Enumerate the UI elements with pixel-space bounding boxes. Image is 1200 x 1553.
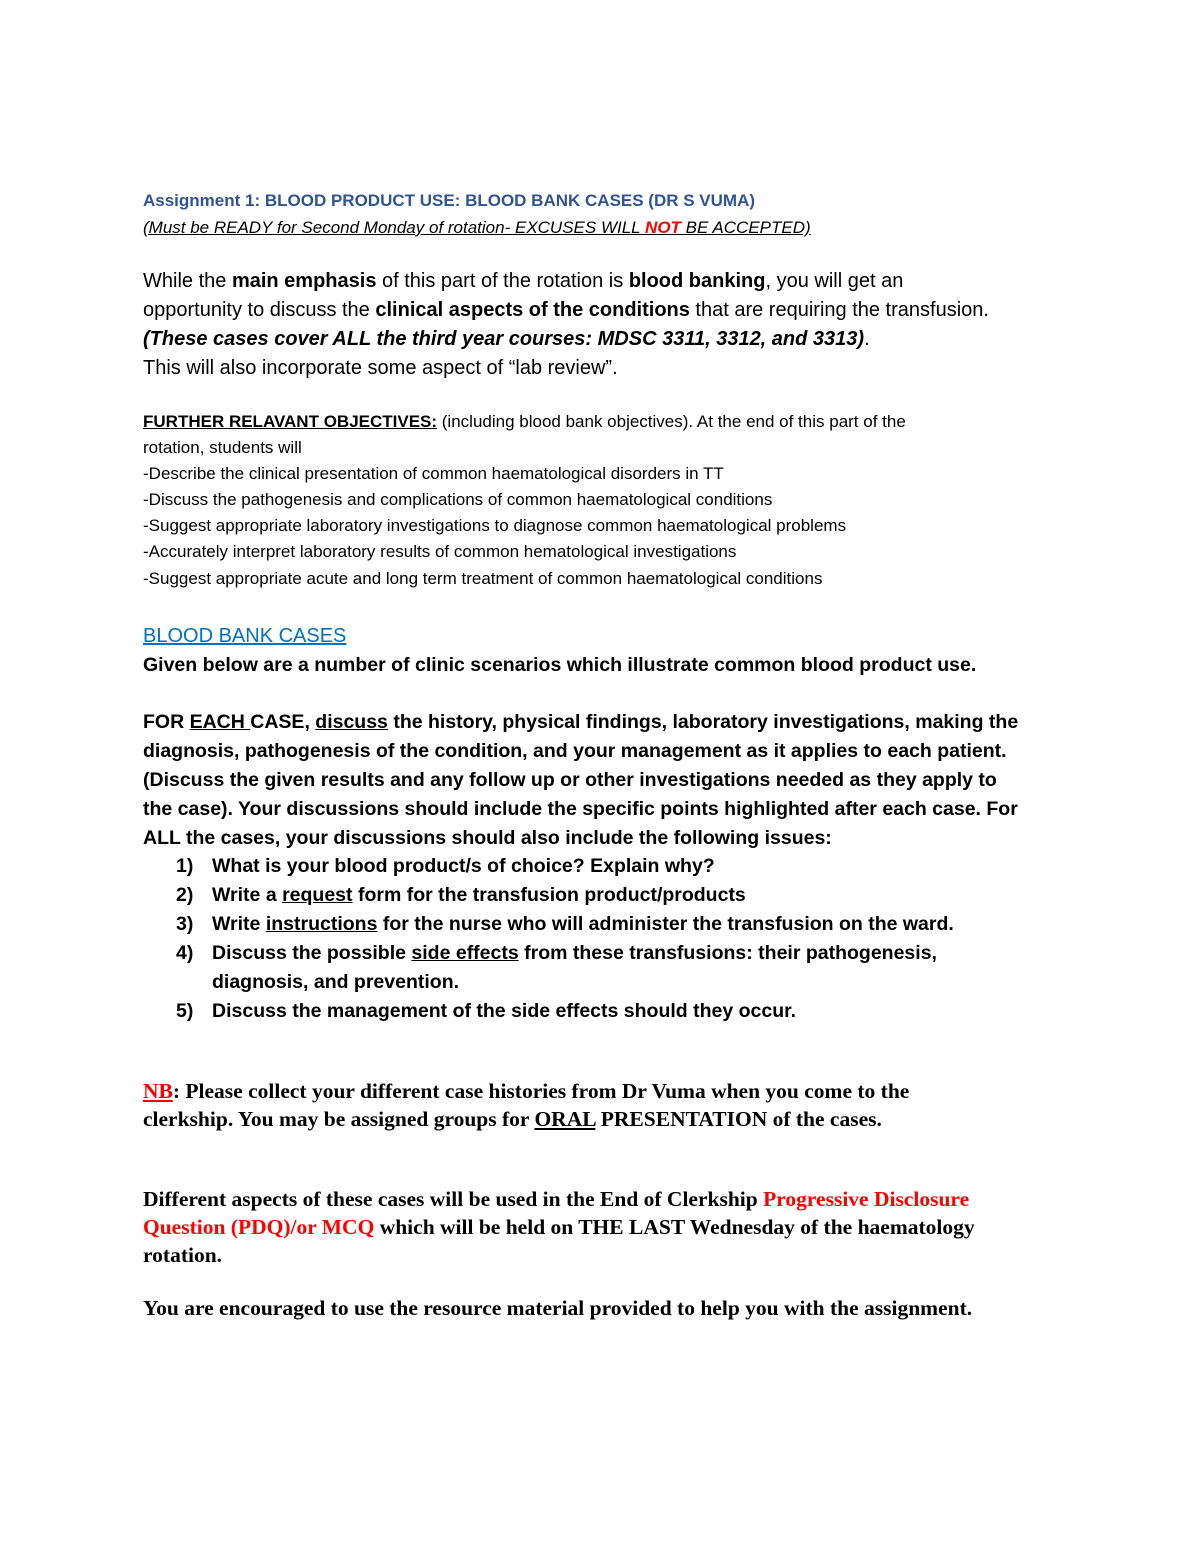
nb-label: NB [143, 1079, 173, 1103]
cases-text: CASE, [250, 711, 316, 733]
list-text-post: form for the transfusion product/products [352, 884, 746, 906]
objective-text: -Suggest appropriate laboratory investigations to diagnose common haematological problems [143, 516, 847, 535]
assessment-line-3 [143, 1243, 222, 1268]
cases-para-line-5 [143, 827, 832, 849]
objectives-heading: FURTHER RELAVANT OBJECTIVES: [143, 412, 438, 431]
intro-text: opportunity to discuss the [143, 299, 376, 321]
list-text-underlined: instructions [265, 913, 378, 935]
assessment-highlight: Question (PDQ)/or MCQ [143, 1215, 375, 1239]
list-text [212, 1000, 796, 1022]
nb-line-1 [143, 1079, 909, 1104]
nb-text: clerkship. You may be assigned groups for [143, 1107, 535, 1131]
resource-note-text: You are encouraged to use the resource material provided to help you with the assignment. [143, 1296, 973, 1320]
list-text-pre: Write [212, 913, 266, 935]
objective-text: -Describe the clinical presentation of common haematological disorders in TT [143, 464, 724, 483]
nb-line-2 [143, 1107, 882, 1132]
deadline-note-post: BE ACCEPTED) [680, 218, 811, 237]
cases-each: EACH [189, 711, 251, 733]
deadline-note-pre: (Must be READY for Second Monday of rotation- EXCUSES WILL [143, 218, 646, 237]
objective-text: -Suggest appropriate acute and long term treatment of common haematological conditions [143, 569, 823, 588]
cases-para-line-1 [143, 711, 1018, 733]
intro-emphasis: blood banking [628, 270, 766, 292]
list-number: 4) [176, 942, 194, 964]
objective-text: -Accurately interpret laboratory results of common hematological investigations [143, 542, 737, 561]
objectives-text: (including blood bank objectives). At the end of this part of the [437, 412, 906, 431]
cases-text: FOR [143, 711, 190, 733]
assignment-title-text: Assignment 1: BLOOD PRODUCT USE: BLOOD BANK CASES (DR S VUMA) [143, 191, 756, 210]
cases-text: the history, physical findings, laboratory investigations, making the [387, 711, 1019, 733]
cases-heading-text: BLOOD BANK CASES [143, 625, 347, 647]
list-text-pre: What is your blood product/s of choice? Explain why? [212, 855, 715, 877]
list-number: 1) [176, 855, 194, 877]
cases-text: diagnosis, pathogenesis of the condition, and your management as it applies to each patient. [143, 740, 1007, 762]
cases-text: (Discuss the given results and any follow up or other investigations needed as they apply to [143, 769, 997, 791]
resource-note [143, 1296, 972, 1321]
objective-text: -Discuss the pathogenesis and complications of common haematological conditions [143, 490, 773, 509]
intro-emphasis: main emphasis [231, 270, 377, 292]
list-text-post: for the nurse who will administer the transfusion on the ward. [377, 913, 954, 935]
list-number: 2) [176, 884, 194, 906]
cases-para-line-3 [143, 769, 997, 791]
nb-text: : Please collect your different case histories from Dr Vuma when you come to the [172, 1079, 910, 1103]
assessment-text: which will be held on THE LAST Wednesday of the haematology [374, 1215, 975, 1239]
courses-note: (These cases cover ALL the third year courses: MDSC 3311, 3312, and 3313) [143, 328, 865, 350]
list-text-pre: Write a [212, 884, 283, 906]
cases-text: the case). Your discussions should include the specific points highlighted after each case. For [143, 798, 1018, 820]
assessment-text: rotation. [143, 1243, 223, 1267]
intro-text: that are requiring the transfusion. [689, 299, 989, 321]
intro-line-1 [143, 270, 903, 293]
cases-para-line-4 [143, 798, 1018, 820]
assessment-line-2 [143, 1215, 975, 1240]
intro-text: , you will get an [765, 270, 904, 292]
list-text [212, 971, 459, 993]
objectives-line-1 [143, 412, 906, 432]
objectives-text: rotation, students will [143, 438, 302, 457]
list-text [212, 942, 937, 964]
list-text-underlined: request [282, 884, 353, 906]
assessment-line-1 [143, 1187, 969, 1212]
list-text-pre: Discuss the possible [212, 942, 412, 964]
intro-line-2 [143, 299, 989, 322]
cases-para-line-2 [143, 740, 1007, 762]
list-number: 3) [176, 913, 194, 935]
intro-text: . [864, 328, 870, 350]
assessment-highlight: Progressive Disclosure [763, 1187, 970, 1211]
list-number: 5) [176, 1000, 194, 1022]
objective-item [143, 542, 736, 562]
list-text-post: from these transfusions: their pathogenesis, [518, 942, 937, 964]
deadline-note-not: NOT [645, 218, 681, 237]
intro-emphasis: clinical aspects of the conditions [375, 299, 690, 321]
list-text-pre: Discuss the management of the side effects should they occur. [212, 1000, 797, 1022]
nb-oral: ORAL [534, 1107, 596, 1131]
nb-text: PRESENTATION of the cases. [595, 1107, 882, 1131]
assignment-title [143, 191, 755, 211]
deadline-note [143, 218, 811, 238]
objective-item [143, 490, 772, 510]
cases-heading [143, 625, 346, 648]
cases-subheading-text: Given below are a number of clinic scenarios which illustrate common blood product use. [143, 654, 977, 676]
intro-text: of this part of the rotation is [376, 270, 629, 292]
objective-item [143, 516, 846, 536]
list-text [212, 913, 954, 935]
objectives-line-2 [143, 438, 302, 458]
list-text [212, 884, 746, 906]
cases-text: ALL the cases, your discussions should also include the following issues: [143, 827, 832, 849]
intro-line-3 [143, 328, 870, 351]
assessment-text: Different aspects of these cases will be used in the End of Clerkship [143, 1187, 764, 1211]
list-text-pre: diagnosis, and prevention. [212, 971, 460, 993]
intro-line-4 [143, 357, 618, 380]
objective-item [143, 464, 724, 484]
intro-text: While the [143, 270, 232, 292]
cases-subheading [143, 654, 976, 676]
cases-discuss: discuss [315, 711, 388, 733]
list-text [212, 855, 715, 877]
list-text-underlined: side effects [411, 942, 519, 964]
objective-item [143, 569, 822, 589]
lab-review-note: This will also incorporate some aspect of “lab review”. [143, 357, 618, 379]
